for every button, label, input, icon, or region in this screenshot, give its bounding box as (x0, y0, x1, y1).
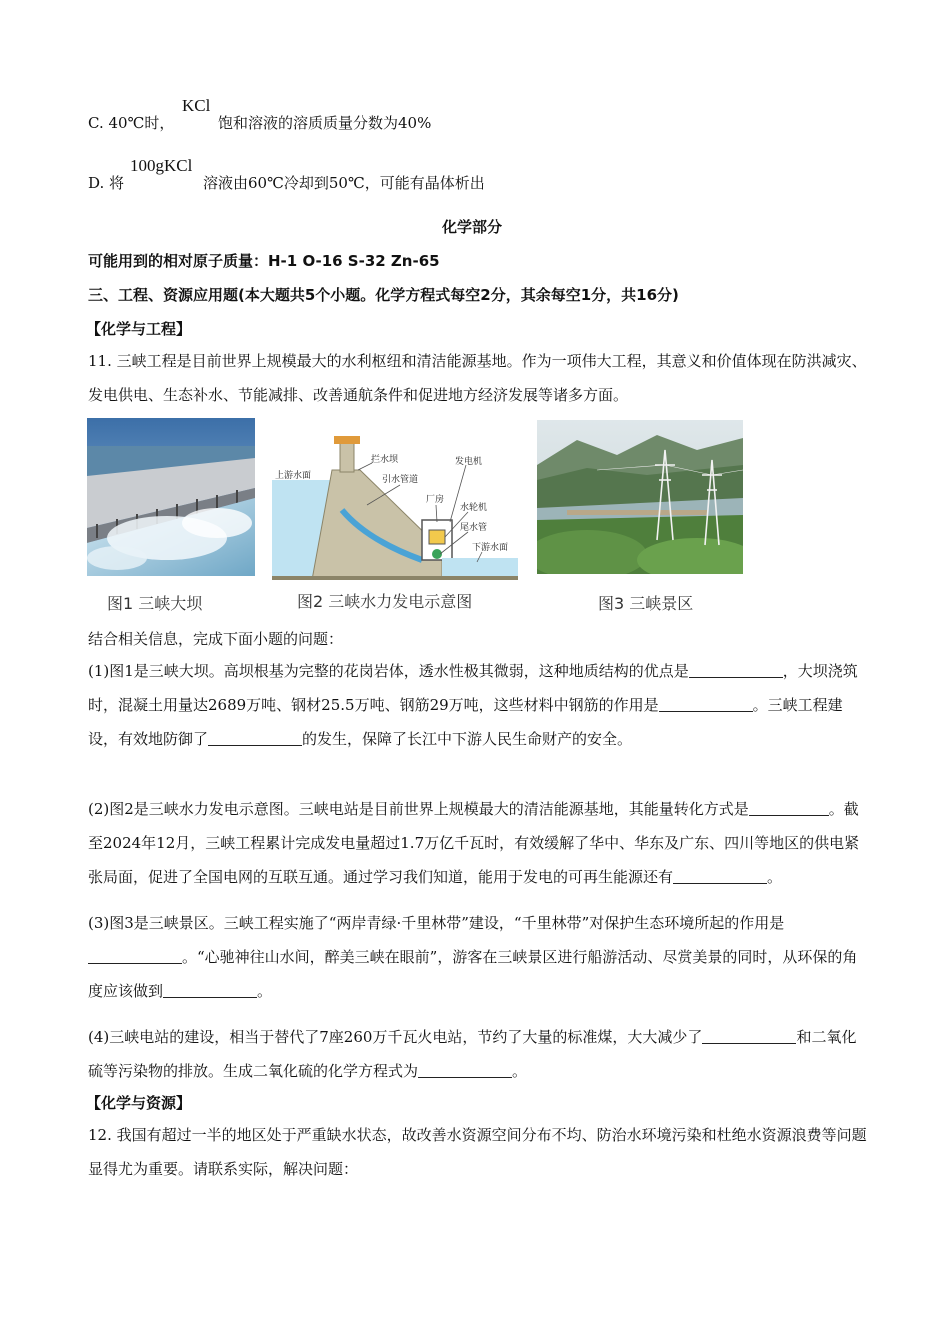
q2-text-b: 。截至2024年12月，三峡工程累计完成发电量超过1.7万亿千瓦时，有效缓解了华中、华东及广东、四川等地区的供电紧张局面，促进了全国电网的互联互通。通过学习我们知道，能用于发电的可再生能源还有 (88, 800, 860, 886)
q3-blank-1[interactable] (88, 962, 182, 964)
fig2-label-pipe: 引水管道 (382, 475, 419, 485)
q1-text-b: ，大坝浇筑时，混凝土用量达2689万吨、钢材25.5万吨、钢筋29万吨，这些材料中钢筋的作用是 (88, 662, 858, 714)
q4-text-b: 和二氧化硫等污染物的排放。生成二氧化硫的化学方程式为 (88, 1028, 857, 1080)
part3-heading: 三、工程、资源应用题(本大题共5个小题。化学方程式每空2分，其余每空1分，共16分) (88, 286, 679, 304)
q4-text-c: 。 (512, 1062, 528, 1080)
question-1 (88, 654, 868, 756)
option-c-prefix: C. 40℃时， (88, 114, 175, 132)
option-c-suffix: 饱和溶液的溶质质量分数为40% (218, 114, 432, 132)
fig2-label-generator: 发电机 (455, 457, 483, 467)
option-d-formula: 100gKCl (130, 156, 193, 175)
q3-text-a: (3)图3是三峡景区。三峡工程实施了“两岸青绿·千里林带”建设，“千里林带”对保护生态环境所起的作用是 (88, 914, 785, 932)
tag-resources: 【化学与资源】 (86, 1094, 192, 1112)
question-3 (88, 906, 868, 1008)
q2-blank-2[interactable] (673, 882, 767, 884)
fig2-label-downstream: 下游水面 (472, 543, 509, 553)
fig2-label-dam: 拦水坝 (371, 455, 399, 465)
q3-blank-2[interactable] (163, 996, 257, 998)
section-title: 化学部分 (442, 218, 503, 236)
option-c-formula: KCl (182, 96, 211, 115)
q1-text-a: (1)图1是三峡大坝。高坝根基为完整的花岗岩体，透水性极其微弱，这种地质结构的优点是 (88, 662, 689, 680)
fig2-label-turbine: 水轮机 (460, 503, 488, 513)
q4-text-a: (4)三峡电站的建设，相当于替代了7座260万千瓦火电站，节约了大量的标准煤，大大减少了 (88, 1028, 703, 1046)
fig2-label-plant: 厂房 (426, 495, 445, 505)
option-d-prefix: D. 将 (88, 174, 125, 192)
fig3-caption: 图3 三峡景区 (598, 594, 694, 613)
q2-text-c: 。 (767, 868, 783, 886)
q12-intro: 12. 我国有超过一半的地区处于严重缺水状态，故改善水资源空间分布不均、防治水环境污染和杜绝水资源浪费等问题显得尤为重要。请联系实际，解决问题： (88, 1126, 867, 1178)
fig2-label-tailpipe: 尾水管 (460, 523, 488, 533)
option-d-suffix: 溶液由60℃冷却到50℃，可能有晶体析出 (203, 174, 485, 192)
q1-text-d: 的发生，保障了长江中下游人民生命财产的安全。 (302, 730, 633, 748)
q2-text-a: (2)图2是三峡水力发电示意图。三峡电站是目前世界上规模最大的清洁能源基地，其能量转化方式是 (88, 800, 749, 818)
atomic-mass-line: 可能用到的相对原子质量：H-1 O-16 S-32 Zn-65 (88, 252, 440, 270)
option-c (88, 112, 174, 133)
q4-blank-2[interactable] (418, 1076, 512, 1078)
question-2 (88, 792, 868, 894)
q1-blank-1[interactable] (689, 676, 783, 678)
q1-blank-3[interactable] (208, 744, 302, 746)
q1-blank-2[interactable] (659, 710, 753, 712)
tag-engineering: 【化学与工程】 (86, 320, 192, 338)
question-4 (88, 1020, 868, 1088)
fig1-dam-image (87, 418, 255, 576)
q2-blank-1[interactable] (749, 814, 829, 816)
fig3-scenic-image (537, 420, 743, 574)
combine-instruction: 结合相关信息，完成下面小题的问题： (88, 630, 344, 648)
q3-text-c: 。 (257, 982, 273, 1000)
q11-intro: 11. 三峡工程是目前世界上规模最大的水利枢纽和清洁能源基地。作为一项伟大工程，其意义和价值体现在防洪减灾、发电供电、生态补水、节能减排、改善通航条件和促进地方经济发展等诸多方面。 (88, 352, 867, 404)
q1-text-c: 。三峡工程建设，有效地防御了 (88, 696, 843, 748)
q3-text-b: 。“心驰神往山水间，醉美三峡在眼前”，游客在三峡景区进行船游活动、尽赏美景的同时，从环保的角度应该做到 (88, 948, 858, 1000)
fig2-hydropower-diagram (272, 430, 518, 580)
fig2-caption: 图2 三峡水力发电示意图 (297, 592, 473, 611)
q4-blank-1[interactable] (702, 1042, 796, 1044)
fig2-label-upstream: 上游水面 (275, 471, 312, 481)
fig1-caption: 图1 三峡大坝 (107, 594, 203, 613)
